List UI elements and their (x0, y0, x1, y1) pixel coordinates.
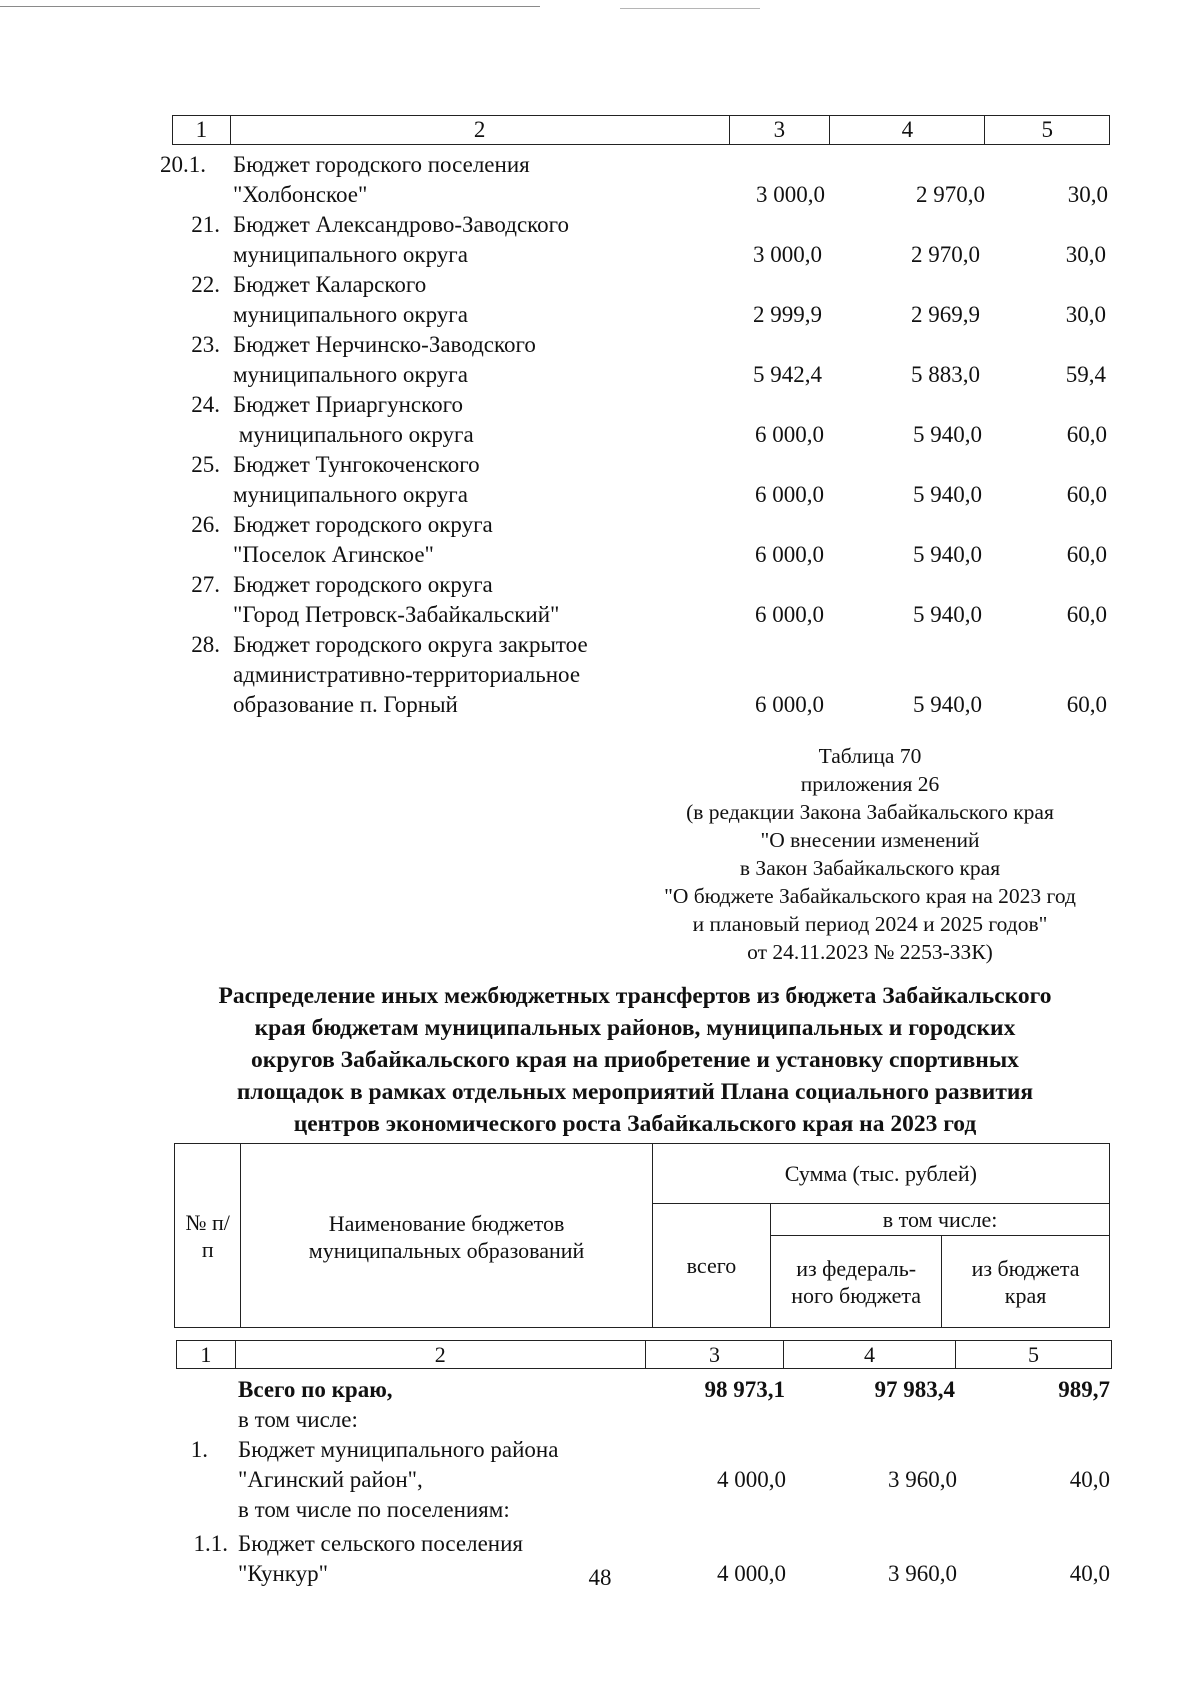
row-regional: 60,0 (1066, 482, 1107, 507)
row-regional: 30,0 (1067, 182, 1108, 207)
appendix-line: и плановый период 2024 и 2025 годов" (692, 912, 1048, 936)
row-number: 26. (191, 512, 220, 537)
title-line: центров экономического роста Забайкальского края на 2023 год (293, 1111, 977, 1137)
grand-total-label: Всего по краю, (238, 1377, 393, 1402)
row-name-line: Бюджет Каларского (233, 272, 427, 297)
row-regional: 59,4 (1065, 362, 1106, 387)
row-number: 1. (190, 1437, 208, 1462)
row-regional: 60,0 (1066, 422, 1107, 447)
scan-artifact-line (620, 8, 760, 9)
appendix-line: "О внесении изменений (760, 828, 980, 852)
row-federal: 5 940,0 (913, 542, 982, 567)
grand-total-regional: 989,7 (1058, 1377, 1110, 1402)
row-name-line: Бюджет Александрово-Заводского (233, 212, 570, 237)
row-total: 2 999,9 (753, 302, 822, 327)
title-line: площадок в рамках отдельных мероприятий Плана социального развития (236, 1079, 1034, 1105)
appendix-line: Таблица 70 (818, 744, 922, 768)
row-number: 21. (191, 212, 220, 237)
row-number: 23. (191, 332, 220, 357)
row-total: 6 000,0 (755, 422, 824, 447)
col-number: 1 (177, 1341, 236, 1369)
col-number: 3 (645, 1341, 783, 1369)
table-row (0, 630, 1200, 720)
row-number: 22. (191, 272, 220, 297)
grand-total-federal: 97 983,4 (874, 1377, 955, 1402)
row-federal: 5 940,0 (913, 692, 982, 717)
row-number: 24. (191, 392, 220, 417)
row-name-line: муниципального округа (233, 482, 468, 507)
appendix-line: "О бюджете Забайкальского края на 2023 год (664, 884, 1076, 908)
row-total: 6 000,0 (755, 482, 824, 507)
header-sum: Сумма (тыс. рублей) (652, 1144, 1109, 1204)
table1-col-3: 3 (729, 116, 830, 145)
row-regional: 60,0 (1066, 542, 1107, 567)
row-total: 6 000,0 (755, 692, 824, 717)
page-number: 48 (588, 1565, 612, 1590)
row-name-line: "Поселок Агинское" (233, 542, 434, 567)
row-name-line: административно-территориальное (233, 662, 581, 687)
row-total: 3 000,0 (756, 182, 825, 207)
row-total: 6 000,0 (755, 602, 824, 627)
row-name-line: "Агинский район", (238, 1467, 423, 1492)
grand-total-total: 98 973,1 (704, 1377, 785, 1402)
row-name-line: "Холбонское" (233, 182, 368, 207)
row-federal: 5 940,0 (913, 422, 982, 447)
row-federal: 2 969,9 (911, 302, 980, 327)
row-name-line: Бюджет городского округа (233, 572, 493, 597)
row-name-line: Бюджет Приаргунского (233, 392, 463, 417)
table1-col-1: 1 (173, 116, 231, 145)
row-name-line: Бюджет Тунгокоченского (233, 452, 480, 477)
grand-total-row (0, 1375, 1200, 1405)
row-regional: 60,0 (1066, 692, 1107, 717)
row-number: 28. (191, 632, 220, 657)
row-name-line: Бюджет городского округа закрытое (233, 632, 588, 657)
row-name-line: Бюджет сельского поселения (238, 1531, 523, 1556)
title-line: Распределение иных межбюджетных трансфертов из бюджета Забайкальского (218, 983, 1052, 1009)
table-row (0, 450, 1200, 510)
header-name: Наименование бюджетов муниципальных образований (241, 1144, 652, 1328)
appendix-line: (в редакции Закона Забайкальского края (686, 800, 1054, 824)
header-number: № п/п (175, 1144, 241, 1328)
row-regional: 60,0 (1066, 602, 1107, 627)
row-name-line: в том числе по поселениям: (238, 1497, 510, 1522)
row-name-line: муниципального округа (233, 362, 468, 387)
row-name-line: Бюджет городского округа (233, 512, 493, 537)
appendix-line: приложения 26 (800, 772, 940, 796)
row-number: 27. (191, 572, 220, 597)
table1-col-4: 4 (830, 116, 985, 145)
table-row (0, 330, 1200, 390)
row-name-line: муниципального округа (233, 302, 468, 327)
row-name-line: "Кункур" (238, 1561, 329, 1586)
table-row (0, 150, 1200, 210)
row-federal: 3 960,0 (888, 1561, 957, 1586)
row-name-line: "Город Петровск-Забайкальский" (233, 602, 560, 627)
title-line: округов Забайкальского края на приобретение и установку спортивных (251, 1047, 1019, 1073)
table-row (0, 570, 1200, 630)
header-federal: из федераль-ного бюджета (771, 1236, 942, 1328)
row-total: 4 000,0 (717, 1561, 786, 1586)
header-total: всего (652, 1204, 771, 1328)
row-regional: 30,0 (1065, 302, 1106, 327)
row-federal: 3 960,0 (888, 1467, 957, 1492)
row-name-line: муниципального округа (233, 242, 468, 267)
header-regional: из бюджета края (942, 1236, 1110, 1328)
table-row (0, 510, 1200, 570)
including-label-row (0, 1405, 1200, 1435)
row-number: 1.1. (193, 1531, 228, 1556)
row-regional: 30,0 (1065, 242, 1106, 267)
table1-col-2: 2 (230, 116, 729, 145)
row-name-line: Бюджет муниципального района (238, 1437, 559, 1462)
row-number: 20.1. (160, 152, 206, 177)
row-name-line: Бюджет городского поселения (233, 152, 530, 177)
table-row (0, 390, 1200, 450)
row-total: 5 942,4 (753, 362, 822, 387)
appendix-line: от 24.11.2023 № 2253-ЗЗК) (747, 940, 993, 964)
row-federal: 2 970,0 (911, 242, 980, 267)
appendix-line: в Закон Забайкальского края (739, 856, 1001, 880)
table2-header (174, 1143, 1110, 1328)
row-federal: 5 883,0 (911, 362, 980, 387)
row-federal: 5 940,0 (913, 482, 982, 507)
row-name-line: образование п. Горный (233, 692, 458, 717)
table-row (0, 270, 1200, 330)
header-including: в том числе: (771, 1204, 1110, 1236)
table-row (0, 210, 1200, 270)
row-regional: 40,0 (1069, 1467, 1110, 1492)
table1-header (172, 115, 1110, 145)
table-row (0, 1435, 1200, 1525)
row-total: 3 000,0 (753, 242, 822, 267)
table2-col-numbers (176, 1340, 1112, 1369)
row-name-line: Бюджет Нерчинско-Заводского (233, 332, 536, 357)
appendix-note (600, 742, 1140, 966)
row-number: 25. (191, 452, 220, 477)
including-label: в том числе: (238, 1407, 358, 1432)
row-total: 6 000,0 (755, 542, 824, 567)
scan-artifact-line (0, 6, 540, 7)
table1-col-5: 5 (985, 116, 1110, 145)
row-regional: 40,0 (1069, 1561, 1110, 1586)
row-total: 4 000,0 (717, 1467, 786, 1492)
row-name-line: муниципального округа (233, 422, 474, 447)
row-federal: 5 940,0 (913, 602, 982, 627)
col-number: 5 (955, 1341, 1111, 1369)
title-line: края бюджетам муниципальных районов, муниципальных и городских (254, 1015, 1016, 1041)
document-title (150, 980, 1120, 1140)
col-number: 2 (235, 1341, 645, 1369)
row-federal: 2 970,0 (916, 182, 985, 207)
col-number: 4 (784, 1341, 956, 1369)
